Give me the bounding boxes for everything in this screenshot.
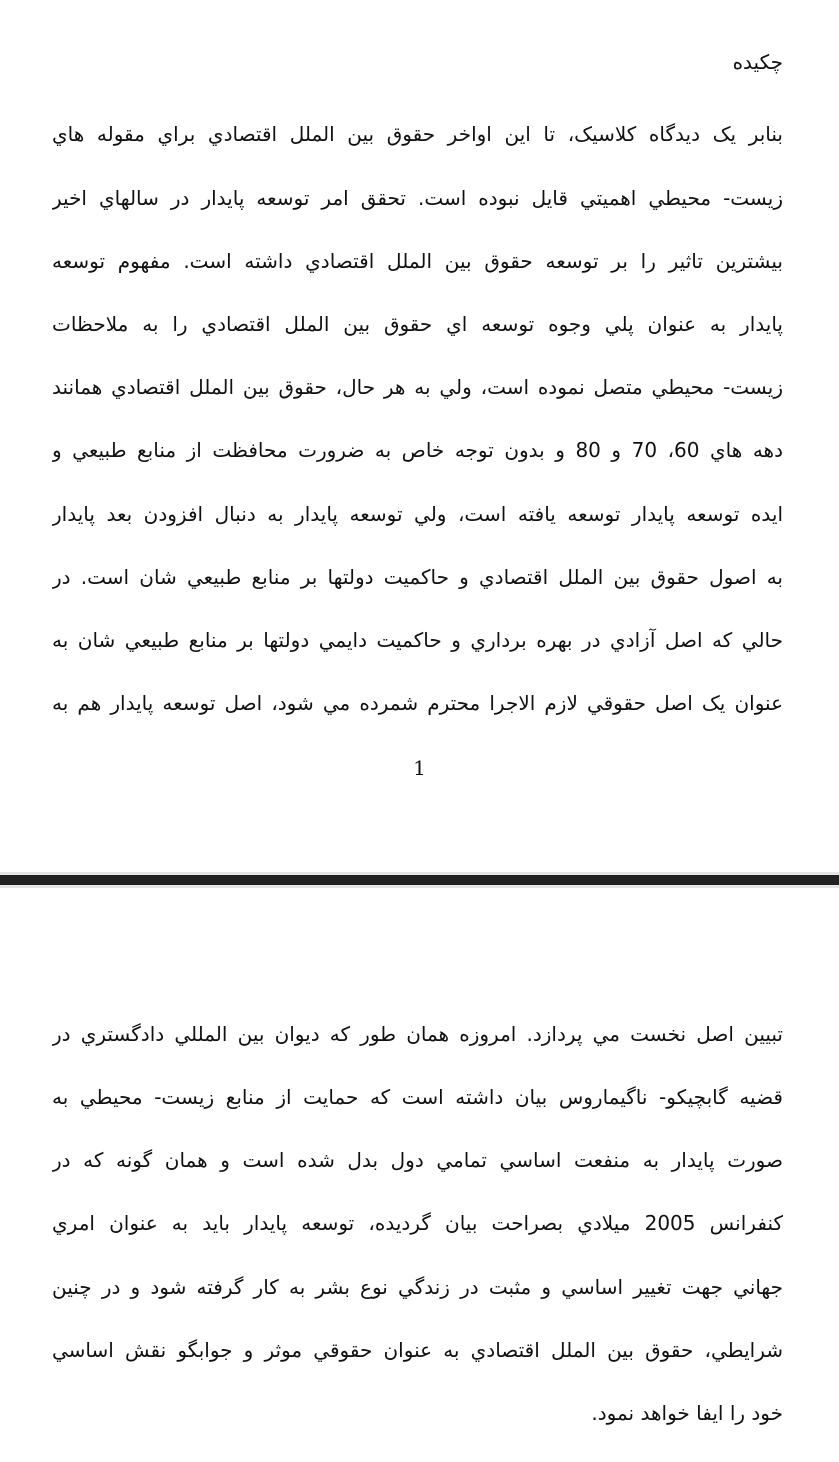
paragraph-line: به اصول حقوق بین الملل اقتصادي و حاکمیت دولتها بر منابع طبیعي شان است. در xyxy=(52,565,783,589)
paragraph-line: پایدار به عنوان پلي وجوه توسعه اي حقوق بین الملل اقتصادي را به ملاحظات xyxy=(52,312,783,336)
paragraph-line: صورت پایدار به منفعت اساسي تمامي دول بدل شده است و همان گونه که در xyxy=(52,1148,783,1172)
document-page-2 xyxy=(0,888,839,1462)
paragraph-line: زیست- محیطي متصل نموده است، ولي به هر حال، حقوق بین الملل اقتصادي همانند xyxy=(52,375,783,399)
paragraph-line: ایده توسعه پایدار توسعه یافته است، ولي توسعه پایدار به دنبال افزودن بعد پایدار xyxy=(52,502,783,526)
page-separator xyxy=(0,872,839,888)
paragraph-line: بنابر یک دیدگاه کلاسیک، تا این اواخر حقوق بین الملل اقتصادي براي مقوله هاي xyxy=(52,122,783,146)
paragraph-line: شرایطي، حقوق بین الملل اقتصادي به عنوان حقوقي موثر و جوابگو نقش اساسي xyxy=(52,1338,783,1362)
page-number: 1 xyxy=(413,756,426,780)
abstract-heading: چکیده xyxy=(732,50,783,74)
paragraph-line: قضیه گابچیکو- ناگیماروس بیان داشته است که حمایت از منابع زیست- محیطي به xyxy=(52,1085,783,1109)
paragraph-line: زیست- محیطي اهمیتي قایل نبوده است. تحقق امر توسعه پایدار در سالهاي اخیر xyxy=(52,186,783,210)
paragraph-line: خود را ایفا خواهد نمود. xyxy=(591,1401,783,1425)
paragraph-line: کنفرانس 2005 میلادي بصراحت بیان گردیده، توسعه پایدار باید به عنوان امري xyxy=(52,1211,783,1235)
paragraph-line: دهه هاي 60، 70 و 80 و بدون توجه خاص به ضرورت محافظت از منابع طبیعي و xyxy=(52,438,783,462)
page-separator-bar xyxy=(0,875,839,885)
paragraph-line: بیشترین تاثیر را بر توسعه حقوق بین الملل اقتصادي داشته است. مفهوم توسعه xyxy=(52,249,783,273)
paragraph-line: جهاني جهت تغییر اساسي و مثبت در زندگي نوع بشر به کار گرفته شود و در چنین xyxy=(52,1275,783,1299)
paragraph-line: حالي که اصل آزادي در بهره برداري و حاکمیت دایمي دولتها بر منابع طبیعي شان به xyxy=(52,628,783,652)
paragraph-line: عنوان یک اصل حقوقي لازم الاجرا محترم شمرده مي شود، اصل توسعه پایدار هم به xyxy=(52,691,783,715)
paragraph-line: تبیین اصل نخست مي پردازد. امروزه همان طور که دیوان بین المللي دادگستري در xyxy=(52,1022,783,1046)
